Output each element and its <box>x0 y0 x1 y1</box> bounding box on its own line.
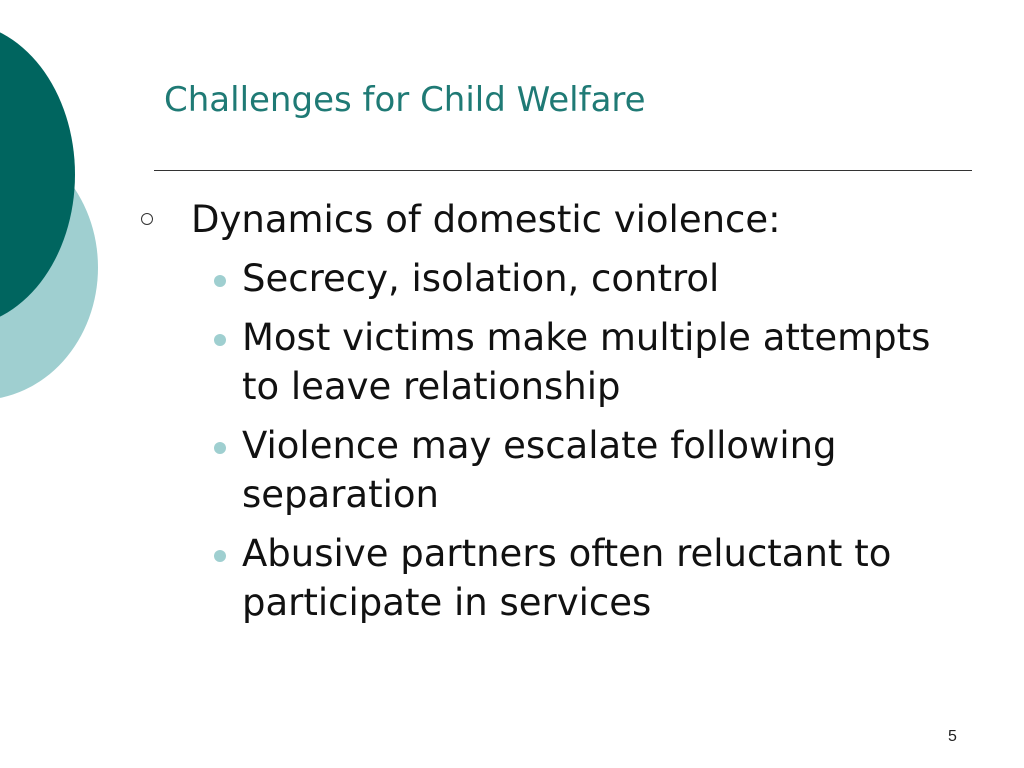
slide-title: Challenges for Child Welfare <box>164 80 646 120</box>
sub-bullet-list <box>212 254 972 637</box>
title-divider <box>154 170 972 171</box>
sub-bullet-item <box>212 529 972 627</box>
filled-circle-bullet-icon <box>214 442 226 454</box>
sub-bullet-item <box>212 421 972 519</box>
filled-circle-bullet-icon <box>214 334 226 346</box>
sub-bullet-text: Violence may escalate following separation <box>242 424 837 516</box>
sub-bullet-item <box>212 254 972 303</box>
hollow-circle-bullet-icon <box>141 213 153 225</box>
page-number: 5 <box>948 728 957 745</box>
sub-bullet-text: Abusive partners often reluctant to participate in services <box>242 532 892 624</box>
sub-bullet-text: Most victims make multiple attempts to leave relationship <box>242 316 931 408</box>
sub-bullet-text: Secrecy, isolation, control <box>242 257 720 300</box>
filled-circle-bullet-icon <box>214 275 226 287</box>
sub-bullet-item <box>212 313 972 411</box>
bullet-level1-text: Dynamics of domestic violence: <box>191 198 781 241</box>
filled-circle-bullet-icon <box>214 550 226 562</box>
